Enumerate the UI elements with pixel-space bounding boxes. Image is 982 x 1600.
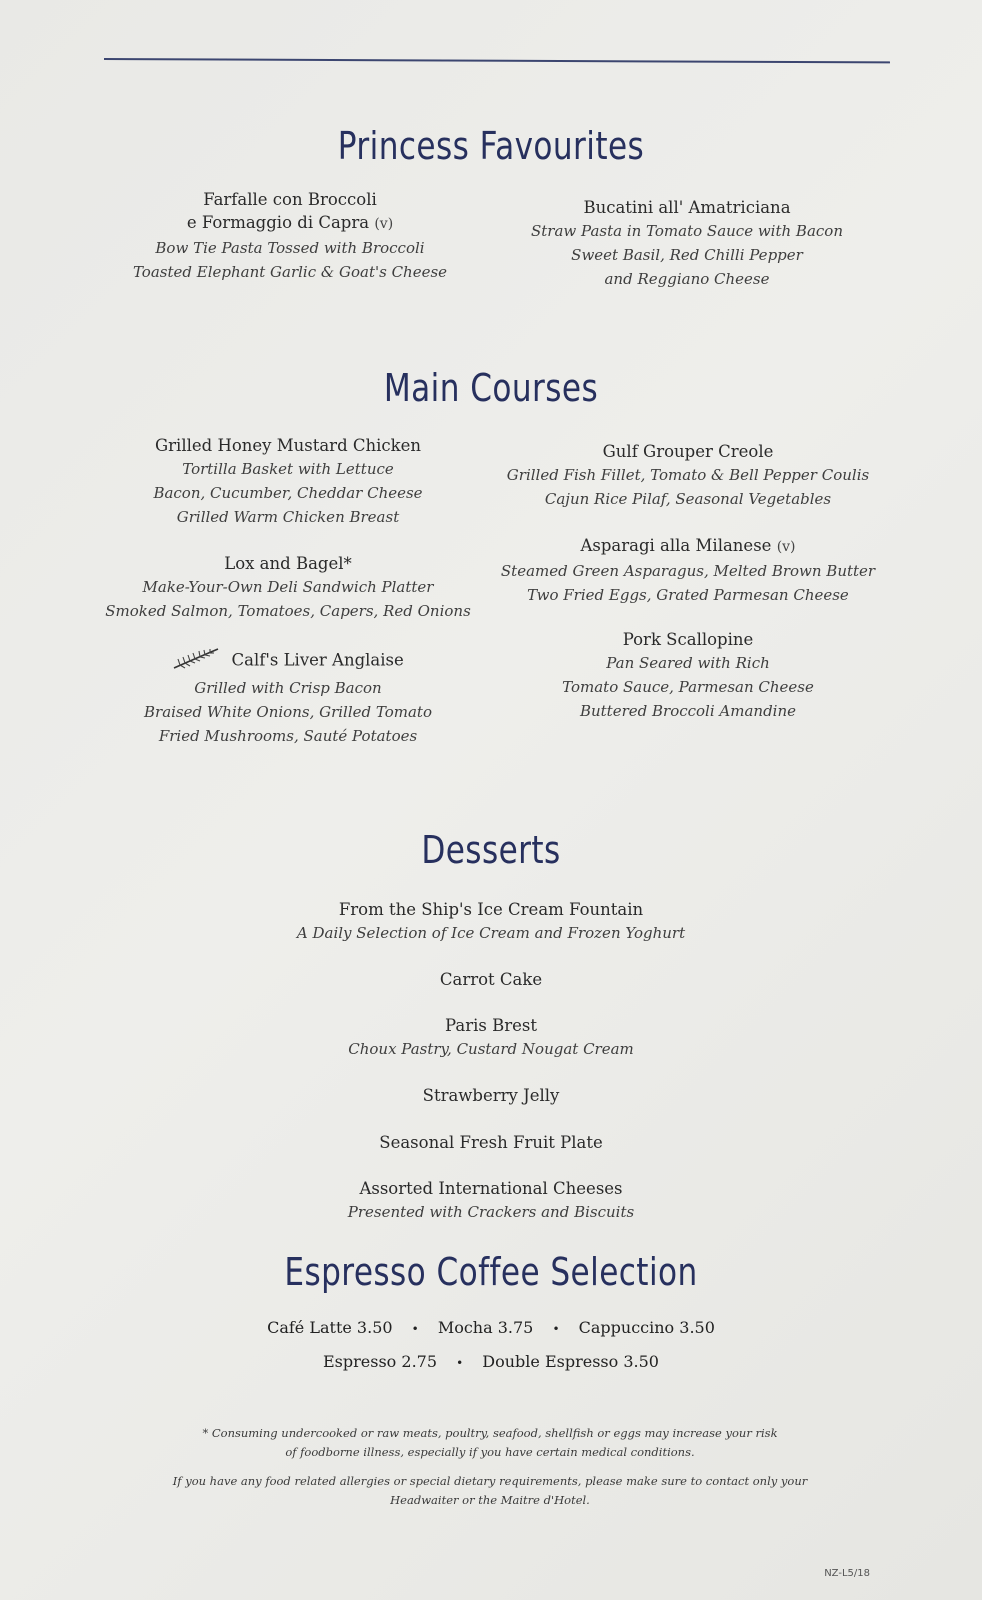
dish-description: Bacon, Cucumber, Cheddar Cheese [153, 484, 423, 502]
dish-description: Make-Your-Own Deli Sandwich Platter [142, 578, 434, 596]
dish-bucatini [500, 196, 874, 291]
main-courses-title: Main Courses [383, 366, 599, 410]
dish-name-row [498, 534, 878, 559]
allergy-line: If you have any food related allergies or special dietary requirements, please make sure to contact only your [172, 1474, 808, 1488]
coffee-item: Café Latte 3.50 [267, 1318, 393, 1337]
dish-description: Straw Pasta in Tomato Sauce with Bacon [531, 222, 843, 240]
dish-description: Buttered Broccoli Amandine [579, 702, 797, 720]
warning-line: * Consuming undercooked or raw meats, poultry, seafood, shellfish or eggs may increase your risk [202, 1426, 778, 1440]
dish-name: Strawberry Jelly [422, 1086, 560, 1105]
dish-name: Lox and Bagel* [224, 554, 352, 573]
dish-name: Carrot Cake [439, 970, 543, 989]
dessert-strawberry-jelly [241, 1084, 741, 1107]
dish-grouper [498, 440, 878, 511]
separator-dot: • [411, 1321, 419, 1336]
dish-description: and Reggiano Cheese [604, 270, 770, 288]
dish-name: Paris Brest [445, 1016, 537, 1035]
vegetarian-marker: (v) [776, 539, 796, 555]
dish-description: Steamed Green Asparagus, Melted Brown Butter [500, 562, 876, 580]
dessert-paris-brest [241, 1014, 741, 1061]
dessert-cheeses [241, 1177, 741, 1224]
dish-description: A Daily Selection of Ice Cream and Frozen Yoghurt [296, 924, 686, 942]
top-rule [104, 58, 890, 63]
dish-description: Pan Seared with Rich [606, 654, 770, 672]
dish-description: Grilled Fish Fillet, Tomato & Bell Pepper Coulis [506, 466, 870, 484]
princess-favourites-title: Princess Favourites [337, 124, 645, 168]
dish-description: Presented with Crackers and Biscuits [347, 1203, 635, 1221]
coffee-line-2 [0, 1352, 982, 1371]
dish-name-line2 [110, 211, 470, 236]
coffee-item: Mocha 3.75 [437, 1318, 534, 1337]
dessert-carrot-cake [241, 968, 741, 991]
coffee-item: Cappuccino 3.50 [578, 1318, 715, 1337]
dish-name: Bucatini all' Amatriciana [583, 198, 791, 217]
dish-name: Farfalle con Broccoli [203, 190, 377, 209]
dish-name: Pork Scallopine [622, 630, 754, 649]
dish-calfs-liver [100, 646, 476, 748]
dessert-ice-cream [241, 898, 741, 945]
menu-code: NZ-L5/18 [824, 1568, 870, 1579]
dish-description: Toasted Elephant Garlic & Goat's Cheese [132, 263, 448, 281]
dish-description: Bow Tie Pasta Tossed with Broccoli [155, 239, 425, 257]
allergy-line: Headwaiter or the Maitre d'Hotel. [390, 1493, 590, 1507]
coffee-item: Double Espresso 3.50 [482, 1352, 659, 1371]
dish-farfalle [110, 188, 470, 284]
dish-name: From the Ship's Ice Cream Fountain [338, 900, 644, 919]
dish-description: Tomato Sauce, Parmesan Cheese [562, 678, 814, 696]
dish-chicken [100, 434, 476, 529]
dish-description: Choux Pastry, Custard Nougat Cream [348, 1040, 634, 1058]
coffee-line-1 [0, 1318, 982, 1337]
dish-description: Grilled Warm Chicken Breast [176, 508, 400, 526]
dish-name-row [100, 646, 476, 676]
dish-description: Braised White Onions, Grilled Tomato [144, 703, 432, 721]
separator-dot: • [552, 1321, 560, 1336]
dish-name: Calf's Liver Anglaise [231, 650, 404, 670]
raw-food-warning [140, 1424, 840, 1462]
dish-name: Seasonal Fresh Fruit Plate [379, 1133, 603, 1152]
dish-asparagi [498, 534, 878, 607]
separator-dot: • [456, 1355, 464, 1370]
dish-lox-bagel [100, 552, 476, 623]
dish-description: Grilled with Crisp Bacon [194, 679, 382, 697]
dish-name: Gulf Grouper Creole [602, 442, 774, 461]
fern-icon [172, 646, 220, 676]
dish-description: Fried Mushrooms, Sauté Potatoes [158, 727, 418, 745]
dish-name: Assorted International Cheeses [359, 1179, 623, 1198]
dish-name: Asparagi alla Milanese [580, 536, 772, 555]
allergy-notice [130, 1472, 850, 1510]
vegetarian-marker: (v) [374, 216, 394, 232]
dish-name-part: e Formaggio di Capra [186, 213, 370, 232]
dish-description: Two Fried Eggs, Grated Parmesan Cheese [527, 586, 849, 604]
dish-name: Grilled Honey Mustard Chicken [154, 436, 422, 455]
dessert-fruit-plate [241, 1131, 741, 1154]
coffee-item: Espresso 2.75 [323, 1352, 438, 1371]
dish-description: Tortilla Basket with Lettuce [182, 460, 394, 478]
dish-description: Sweet Basil, Red Chilli Pepper [571, 246, 803, 264]
dish-pork [498, 628, 878, 723]
dish-description: Smoked Salmon, Tomatoes, Capers, Red Onions [105, 602, 471, 620]
dish-description: Cajun Rice Pilaf, Seasonal Vegetables [544, 490, 832, 508]
desserts-title: Desserts [421, 828, 561, 872]
espresso-coffee-title: Espresso Coffee Selection [284, 1250, 698, 1294]
warning-line: of foodborne illness, especially if you have certain medical conditions. [285, 1445, 695, 1459]
